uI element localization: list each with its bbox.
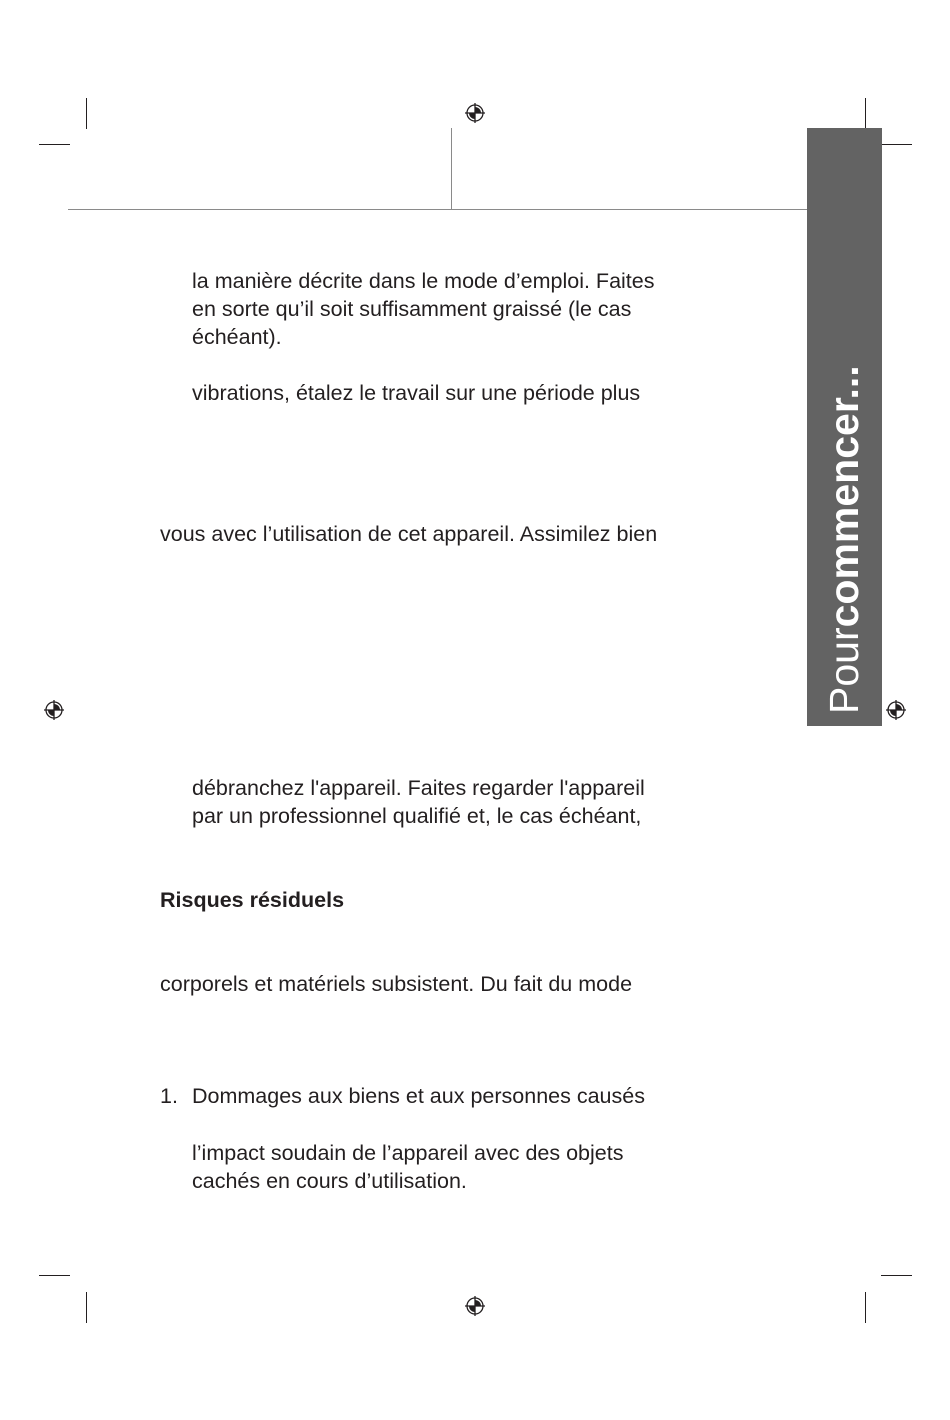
text-line: la manière décrite dans le mode d’emploi. Faites [192, 269, 655, 293]
header-rule [68, 209, 807, 210]
list-number: 1. [160, 1084, 178, 1108]
text-line: vibrations, étalez le travail sur une période plus [192, 381, 641, 405]
crop-mark [865, 1292, 866, 1323]
section-side-tab [807, 128, 882, 726]
crop-mark [865, 98, 866, 129]
text-line: échéant). [192, 325, 282, 349]
registration-mark-icon [885, 699, 907, 721]
registration-mark-icon [464, 1295, 486, 1317]
header-divider [451, 128, 452, 209]
list-item-text: Dommages aux biens et aux personnes causés [192, 1084, 645, 1108]
crop-mark [86, 1292, 87, 1323]
crop-mark [86, 98, 87, 129]
text-line: en sorte qu’il soit suffisamment graissé (le cas [192, 297, 632, 321]
text-line: débranchez l'appareil. Faites regarder l'appareil [192, 776, 645, 800]
registration-mark-icon [464, 102, 486, 124]
text-line: par un professionnel qualifié et, le cas échéant, [192, 804, 642, 828]
text-line: l’impact soudain de l’appareil avec des objets [192, 1141, 624, 1165]
crop-mark [39, 144, 70, 145]
text-line: cachés en cours d’utilisation. [192, 1169, 467, 1193]
registration-mark-icon [43, 699, 65, 721]
crop-mark [881, 144, 912, 145]
text-line: vous avec l’utilisation de cet appareil. Assimilez bien [160, 522, 658, 546]
section-tab-title-light: Pour [821, 627, 867, 714]
section-tab-title-bold: commencer... [821, 365, 867, 628]
crop-mark [39, 1275, 70, 1276]
section-heading: Risques résiduels [160, 888, 345, 912]
section-tab-title [807, 128, 882, 726]
text-line: corporels et matériels subsistent. Du fait du mode [160, 972, 633, 996]
crop-mark [881, 1275, 912, 1276]
